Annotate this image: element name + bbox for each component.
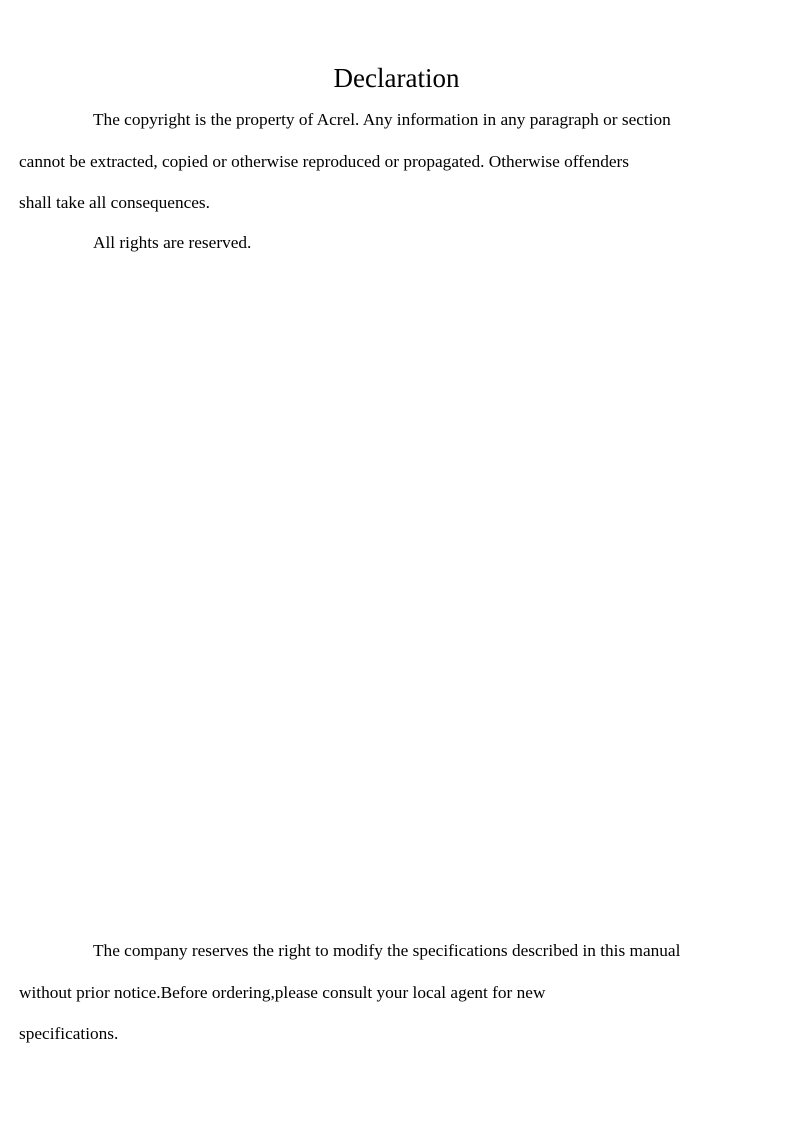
copyright-line-3: shall take all consequences.	[19, 193, 210, 212]
modify-line-2: without prior notice.Before ordering,please consult your local agent for new	[19, 982, 546, 1002]
copyright-line-2: cannot be extracted, copied or otherwise reproduced or propagated. Otherwise offenders	[19, 151, 630, 171]
modification-notice-paragraph	[19, 930, 746, 1055]
modify-line-1: The company reserves the right to modify the specifications described in this manual	[93, 941, 681, 960]
copyright-line-1: The copyright is the property of Acrel. Any information in any paragraph or section	[93, 110, 671, 129]
page-title: Declaration	[333, 63, 460, 93]
modify-line-3: specifications.	[19, 1024, 119, 1043]
rights-reserved-paragraph: All rights are reserved.	[93, 233, 252, 252]
copyright-paragraph	[19, 99, 736, 224]
